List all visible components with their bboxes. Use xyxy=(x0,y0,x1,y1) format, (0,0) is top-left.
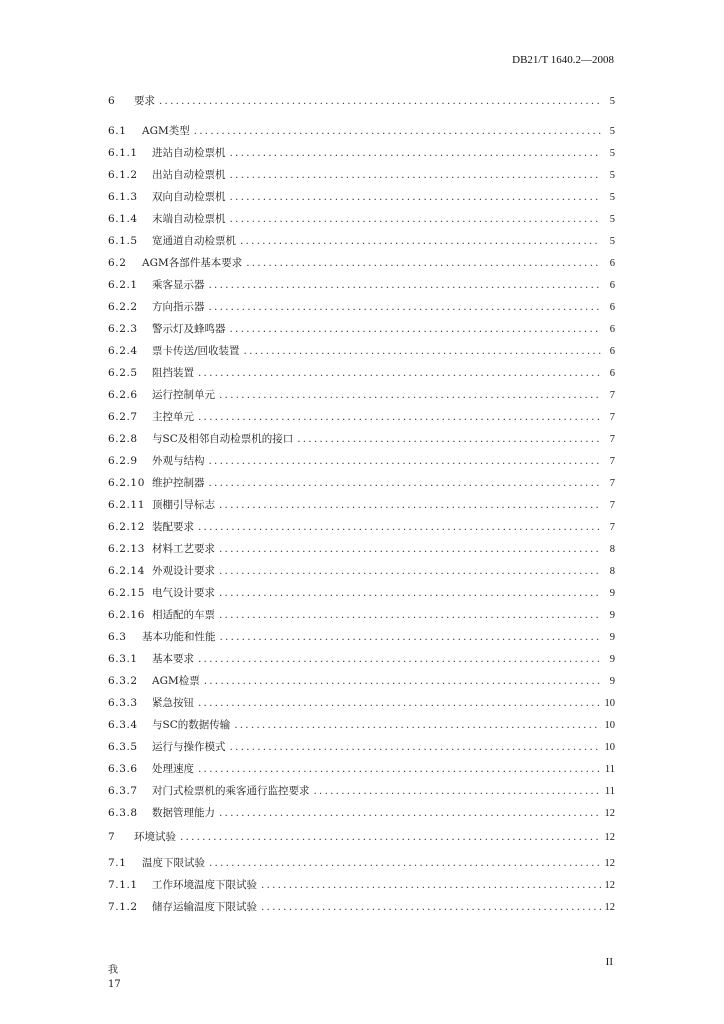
toc-leader-dots xyxy=(209,453,602,469)
toc-entry-title: AGM检票 xyxy=(152,675,200,687)
toc-entry-number: 6.2.1 xyxy=(108,279,138,291)
toc-leader-dots xyxy=(244,343,601,359)
toc-leader-dots xyxy=(198,651,601,667)
toc-entry-number: 6.3.2 xyxy=(108,675,138,687)
toc-entry-number: 6.2.8 xyxy=(108,433,138,445)
toc-entry[interactable] xyxy=(108,431,615,447)
toc-leader-dots xyxy=(209,475,602,491)
toc-entry-title: 运行与操作模式 xyxy=(152,741,226,753)
toc-entry[interactable] xyxy=(108,563,615,579)
toc-entry-title: 对门式检票机的乘客通行监控要求 xyxy=(152,785,310,797)
toc-entry-number: 6.2.15 xyxy=(108,587,145,599)
toc-entry[interactable] xyxy=(108,651,615,667)
toc-entry-title: 紧急按钮 xyxy=(152,697,194,709)
toc-entry-number: 7.1.1 xyxy=(108,879,138,891)
toc-leader-dots xyxy=(220,629,602,645)
toc-entry[interactable] xyxy=(108,805,615,821)
toc-leader-dots xyxy=(198,409,601,425)
toc-entry[interactable] xyxy=(108,855,615,871)
toc-entry-number: 6.2.9 xyxy=(108,455,138,467)
toc-entry-title: AGM类型 xyxy=(142,125,190,137)
toc-leader-dots xyxy=(240,233,601,249)
toc-leader-dots xyxy=(219,585,601,601)
toc-entry-page: 7 xyxy=(609,478,615,489)
page-number-roman: II xyxy=(605,956,613,968)
toc-entry-page: 5 xyxy=(609,96,615,107)
toc-entry-number: 6.3.3 xyxy=(108,697,138,709)
toc-entry[interactable] xyxy=(108,673,615,689)
toc-entry-title: 进站自动检票机 xyxy=(152,147,226,159)
toc-entry[interactable] xyxy=(108,255,615,271)
toc-entry-page: 12 xyxy=(604,902,615,913)
toc-entry-page: 5 xyxy=(609,148,615,159)
toc-entry-title: 外观与结构 xyxy=(152,455,205,467)
toc-entry-number: 6.3.7 xyxy=(108,785,138,797)
toc-leader-dots xyxy=(219,607,601,623)
toc-entry-number: 6.2.10 xyxy=(108,477,145,489)
toc-entry-number: 6.3 xyxy=(108,631,127,643)
toc-leader-dots xyxy=(219,387,601,403)
toc-entry[interactable] xyxy=(108,145,615,161)
toc-entry-page: 9 xyxy=(609,632,615,643)
toc-leader-dots xyxy=(209,277,602,293)
toc-entry-number: 6.1.1 xyxy=(108,147,138,159)
toc-entry-title: 装配要求 xyxy=(152,521,194,533)
toc-leader-dots xyxy=(230,321,602,337)
toc-leader-dots xyxy=(219,805,601,821)
toc-entry-title: 数据管理能力 xyxy=(152,807,215,819)
toc-entry-number: 6.2.7 xyxy=(108,411,138,423)
toc-leader-dots xyxy=(230,145,602,161)
toc-entry-page: 6 xyxy=(609,302,615,313)
toc-entry[interactable] xyxy=(108,475,615,491)
toc-entry-page: 11 xyxy=(604,764,615,775)
toc-entry-title: 运行控制单元 xyxy=(152,389,215,401)
toc-leader-dots xyxy=(198,519,601,535)
toc-entry[interactable] xyxy=(108,387,615,403)
toc-entry[interactable] xyxy=(108,343,615,359)
toc-leader-dots xyxy=(219,497,601,513)
toc-leader-dots xyxy=(230,189,602,205)
toc-entry-title: 主控单元 xyxy=(152,411,194,423)
toc-entry-page: 9 xyxy=(609,588,615,599)
toc-entry-number: 6.2.16 xyxy=(108,609,145,621)
toc-entry-title: 处理速度 xyxy=(152,763,194,775)
toc-entry[interactable] xyxy=(108,497,615,513)
toc-entry-title: 末端自动检票机 xyxy=(152,213,226,225)
toc-entry[interactable] xyxy=(108,321,615,337)
margin-note-char: 我 xyxy=(108,965,118,976)
toc-leader-dots xyxy=(234,717,600,733)
toc-entry-page: 5 xyxy=(609,192,615,203)
toc-entry-page: 12 xyxy=(604,880,615,891)
toc-entry-number: 6.2.13 xyxy=(108,543,145,555)
toc-entry-title: 温度下限试验 xyxy=(142,857,205,869)
toc-leader-dots xyxy=(261,899,601,915)
toc-entry-page: 6 xyxy=(609,258,615,269)
toc-entry-page: 7 xyxy=(609,412,615,423)
toc-entry-number: 6.2 xyxy=(108,257,127,269)
toc-entry-page: 7 xyxy=(609,500,615,511)
toc-entry-title: 警示灯及蜂鸣器 xyxy=(152,323,226,335)
toc-entry-page: 7 xyxy=(609,522,615,533)
toc-entry-page: 9 xyxy=(609,610,615,621)
toc-leader-dots xyxy=(180,829,601,845)
toc-entry-page: 12 xyxy=(604,808,615,819)
toc-entry[interactable] xyxy=(108,607,615,623)
toc-entry[interactable] xyxy=(108,899,615,915)
toc-entry-title: 相适配的车票 xyxy=(152,609,215,621)
toc-entry-title: 工作环境温度下限试验 xyxy=(152,879,257,891)
toc-entry-number: 6.1.4 xyxy=(108,213,138,225)
toc-entry-title: 与SC的数据传输 xyxy=(152,719,231,731)
toc-entry-page: 8 xyxy=(609,566,615,577)
toc-entry-number: 6.2.14 xyxy=(108,565,145,577)
toc-entry-page: 5 xyxy=(609,170,615,181)
toc-entry[interactable] xyxy=(108,277,615,293)
toc-entry-title: 方向指示器 xyxy=(152,301,205,313)
toc-entry-number: 6.3.4 xyxy=(108,719,138,731)
toc-entry-page: 11 xyxy=(604,786,615,797)
toc-leader-dots xyxy=(230,167,602,183)
toc-entry-page: 12 xyxy=(604,832,615,843)
toc-entry-number: 6.1.2 xyxy=(108,169,138,181)
toc-leader-dots xyxy=(219,541,601,557)
toc-entry-number: 6.3.5 xyxy=(108,741,138,753)
toc-entry-page: 10 xyxy=(604,720,615,731)
toc-leader-dots xyxy=(230,211,602,227)
toc-entry[interactable] xyxy=(108,189,615,205)
toc-entry-page: 5 xyxy=(609,214,615,225)
document-id-header: DB21/T 1640.2—2008 xyxy=(512,54,614,66)
toc-entry-title: 储存运输温度下限试验 xyxy=(152,901,257,913)
toc-entry-page: 6 xyxy=(609,280,615,291)
toc-entry[interactable] xyxy=(108,519,615,535)
toc-entry-number: 7 xyxy=(108,831,116,843)
toc-entry[interactable] xyxy=(108,409,615,425)
toc-entry-title: 乘客显示器 xyxy=(152,279,205,291)
toc-entry-page: 6 xyxy=(609,368,615,379)
toc-entry-title: 与SC及相邻自动检票机的接口 xyxy=(152,433,294,445)
toc-entry-page: 5 xyxy=(609,236,615,247)
toc-entry-number: 6.3.6 xyxy=(108,763,138,775)
toc-entry[interactable] xyxy=(108,453,615,469)
toc-entry[interactable] xyxy=(108,365,615,381)
toc-entry[interactable] xyxy=(108,123,615,139)
toc-entry-page: 7 xyxy=(609,390,615,401)
toc-entry-title: 宽通道自动检票机 xyxy=(152,235,236,247)
toc-entry[interactable] xyxy=(108,233,615,249)
margin-note xyxy=(108,964,121,992)
toc-leader-dots xyxy=(261,877,601,893)
toc-entry-number: 6.2.6 xyxy=(108,389,138,401)
toc-entry-page: 12 xyxy=(604,858,615,869)
toc-entry-number: 6.1.5 xyxy=(108,235,138,247)
toc-entry-title: 电气设计要求 xyxy=(152,587,215,599)
toc-leader-dots xyxy=(230,739,601,755)
toc-entry-page: 6 xyxy=(609,324,615,335)
toc-entry[interactable] xyxy=(108,541,615,557)
toc-leader-dots xyxy=(204,673,601,689)
toc-entry-number: 6.2.4 xyxy=(108,345,138,357)
toc-entry-number: 6.2.12 xyxy=(108,521,145,533)
toc-entry-number: 6.1.3 xyxy=(108,191,138,203)
toc-entry-title: 维护控制器 xyxy=(152,477,205,489)
toc-entry[interactable] xyxy=(108,695,615,711)
toc-entry[interactable] xyxy=(108,211,615,227)
toc-leader-dots xyxy=(194,123,601,139)
toc-leader-dots xyxy=(219,563,601,579)
margin-note-number: 17 xyxy=(108,979,121,990)
toc-entry-title: 基本要求 xyxy=(152,653,194,665)
toc-entry-number: 6.3.8 xyxy=(108,807,138,819)
toc-entry[interactable] xyxy=(108,829,615,845)
toc-leader-dots xyxy=(198,695,601,711)
toc-entry-page: 7 xyxy=(609,434,615,445)
toc-entry[interactable] xyxy=(108,299,615,315)
toc-entry[interactable] xyxy=(108,93,615,109)
toc-entry-title: 票卡传送/回收装置 xyxy=(152,345,240,357)
toc-entry-title: 阻挡装置 xyxy=(152,367,194,379)
toc-entry[interactable] xyxy=(108,167,615,183)
toc-entry[interactable] xyxy=(108,783,615,799)
toc-entry-page: 5 xyxy=(609,126,615,137)
toc-entry-number: 6.2.11 xyxy=(108,499,145,511)
toc-leader-dots xyxy=(198,761,601,777)
toc-leader-dots xyxy=(246,255,601,271)
toc-entry-page: 9 xyxy=(609,654,615,665)
toc-entry[interactable] xyxy=(108,585,615,601)
toc-leader-dots xyxy=(159,93,601,109)
toc-entry-title: AGM各部件基本要求 xyxy=(142,257,243,269)
toc-entry[interactable] xyxy=(108,761,615,777)
toc-entry-page: 6 xyxy=(609,346,615,357)
toc-entry-number: 7.1 xyxy=(108,857,127,869)
toc-entry-number: 6.2.2 xyxy=(108,301,138,313)
toc-entry-title: 材料工艺要求 xyxy=(152,543,215,555)
toc-entry-number: 6.1 xyxy=(108,125,127,137)
toc-entry[interactable] xyxy=(108,717,615,733)
toc-entry[interactable] xyxy=(108,629,615,645)
toc-entry-page: 7 xyxy=(609,456,615,467)
toc-leader-dots xyxy=(209,855,601,871)
toc-entry-title: 要求 xyxy=(134,95,155,107)
toc-entry-page: 8 xyxy=(609,544,615,555)
toc-leader-dots xyxy=(314,783,601,799)
toc-entry-number: 6.3.1 xyxy=(108,653,138,665)
toc-entry-page: 10 xyxy=(604,698,615,709)
toc-entry-title: 出站自动检票机 xyxy=(152,169,226,181)
toc-entry-number: 6 xyxy=(108,95,116,107)
toc-leader-dots xyxy=(209,299,602,315)
toc-entry-title: 外观设计要求 xyxy=(152,565,215,577)
toc-entry-title: 基本功能和性能 xyxy=(142,631,216,643)
toc-entry-number: 6.2.5 xyxy=(108,367,138,379)
toc-entry-title: 双向自动检票机 xyxy=(152,191,226,203)
toc-entry-page: 10 xyxy=(604,742,615,753)
toc-entry-title: 环境试验 xyxy=(134,831,176,843)
toc-entry-page: 9 xyxy=(609,676,615,687)
toc-entry[interactable] xyxy=(108,739,615,755)
toc-entry[interactable] xyxy=(108,877,615,893)
toc-leader-dots xyxy=(198,365,601,381)
toc-entry-number: 6.2.3 xyxy=(108,323,138,335)
toc-leader-dots xyxy=(297,431,601,447)
toc-entry-number: 7.1.2 xyxy=(108,901,138,913)
toc-entry-title: 顶棚引导标志 xyxy=(152,499,215,511)
